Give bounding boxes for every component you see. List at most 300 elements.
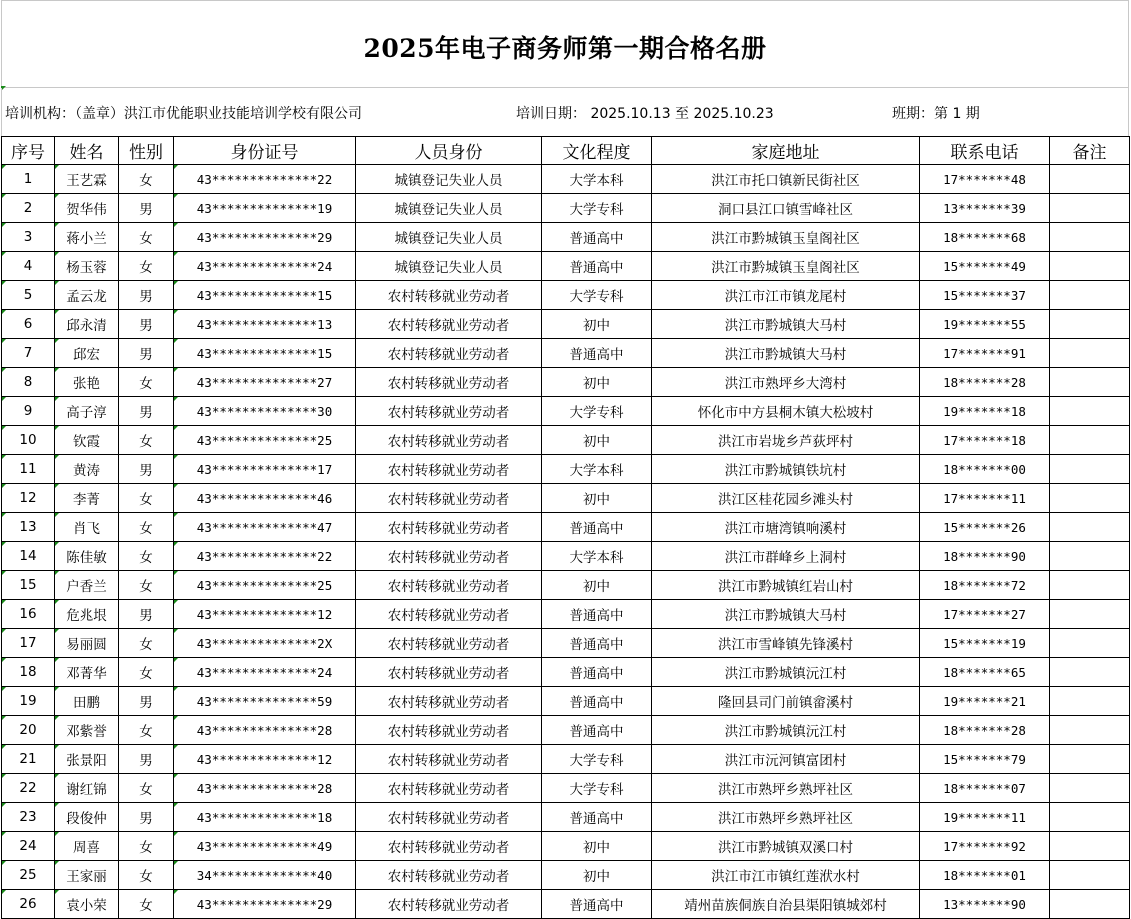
cell-address[interactable]: 洪江市黔城镇大马村 <box>652 310 920 339</box>
cell-name[interactable]: 张艳 <box>55 368 119 397</box>
cell-phone[interactable]: 17*******48 <box>920 165 1050 194</box>
cell-phone[interactable]: 17*******27 <box>920 600 1050 629</box>
cell-gender[interactable]: 男 <box>119 310 174 339</box>
cell-seq[interactable]: 12 <box>2 484 55 513</box>
cell-marker-icon <box>174 803 178 807</box>
cell-identity[interactable]: 城镇登记失业人员 <box>356 252 542 281</box>
cell-marker-icon <box>2 832 6 836</box>
cell-id-number[interactable]: 43**************49 <box>174 832 356 861</box>
cell-gender[interactable]: 男 <box>119 600 174 629</box>
cell-address[interactable]: 洞口县江口镇雪峰社区 <box>652 194 920 223</box>
cell-identity[interactable]: 农村转移就业劳动者 <box>356 600 542 629</box>
column-header-id-number[interactable]: 身份证号 <box>174 137 356 165</box>
cell-name[interactable]: 陈佳敏 <box>55 542 119 571</box>
roster-table <box>1 136 1130 919</box>
cell-id-number[interactable]: 43**************12 <box>174 745 356 774</box>
cell-phone[interactable]: 17*******11 <box>920 484 1050 513</box>
cell-id-number[interactable]: 43**************13 <box>174 310 356 339</box>
cell-seq[interactable]: 22 <box>2 774 55 803</box>
cell-education[interactable]: 普通高中 <box>542 687 652 716</box>
cell-identity[interactable]: 农村转移就业劳动者 <box>356 513 542 542</box>
cell-marker-icon <box>174 426 178 430</box>
cell-education[interactable]: 普通高中 <box>542 600 652 629</box>
cell-id-number[interactable]: 43**************19 <box>174 194 356 223</box>
cell-marker-icon <box>55 542 59 546</box>
cell-phone[interactable]: 18*******28 <box>920 716 1050 745</box>
cell-phone[interactable]: 19*******55 <box>920 310 1050 339</box>
cell-name[interactable]: 高子淳 <box>55 397 119 426</box>
column-header-address[interactable]: 家庭地址 <box>652 137 920 165</box>
cell-marker-icon <box>174 774 178 778</box>
cell-id-number[interactable]: 43**************28 <box>174 716 356 745</box>
cell-seq[interactable]: 20 <box>2 716 55 745</box>
cell-id-number[interactable]: 43**************46 <box>174 484 356 513</box>
cell-seq[interactable]: 6 <box>2 310 55 339</box>
cell-phone[interactable]: 19*******18 <box>920 397 1050 426</box>
table-row <box>2 658 1130 687</box>
cell-education[interactable]: 大学专科 <box>542 774 652 803</box>
cell-id-number[interactable]: 43**************59 <box>174 687 356 716</box>
cell-marker-icon <box>174 223 178 227</box>
cell-education[interactable]: 大学专科 <box>542 745 652 774</box>
cell-address[interactable]: 洪江市黔城镇沅江村 <box>652 658 920 687</box>
table-row <box>2 252 1130 281</box>
cell-marker-icon <box>174 252 178 256</box>
cell-id-number[interactable]: 43**************12 <box>174 600 356 629</box>
cell-name[interactable]: 黄涛 <box>55 455 119 484</box>
cell-address[interactable]: 洪江市黔城镇铁坑村 <box>652 455 920 484</box>
cell-marker-icon <box>2 194 6 198</box>
cell-remark[interactable] <box>1050 629 1130 658</box>
cell-education[interactable]: 普通高中 <box>542 513 652 542</box>
cell-gender[interactable]: 男 <box>119 339 174 368</box>
cell-marker-icon <box>2 339 6 343</box>
cell-id-number[interactable]: 34**************40 <box>174 861 356 890</box>
cell-education[interactable]: 普通高中 <box>542 658 652 687</box>
cell-id-number[interactable]: 43**************18 <box>174 803 356 832</box>
cell-name[interactable]: 贺华伟 <box>55 194 119 223</box>
cell-phone[interactable]: 15*******37 <box>920 281 1050 310</box>
cell-name[interactable]: 孟云龙 <box>55 281 119 310</box>
cell-gender[interactable]: 男 <box>119 194 174 223</box>
column-header-phone[interactable]: 联系电话 <box>920 137 1050 165</box>
cell-id-number[interactable]: 43**************15 <box>174 281 356 310</box>
table-row <box>2 368 1130 397</box>
cell-name[interactable]: 邓紫誉 <box>55 716 119 745</box>
cell-identity[interactable]: 农村转移就业劳动者 <box>356 687 542 716</box>
cell-gender[interactable]: 女 <box>119 890 174 919</box>
cell-remark[interactable] <box>1050 890 1130 919</box>
cell-address[interactable]: 洪江市岩垅乡芦荻坪村 <box>652 426 920 455</box>
title-cell[interactable] <box>1 0 1129 88</box>
cell-education[interactable]: 大学本科 <box>542 455 652 484</box>
cell-remark[interactable] <box>1050 832 1130 861</box>
cell-phone[interactable]: 13*******39 <box>920 194 1050 223</box>
cell-name[interactable]: 王艺霖 <box>55 165 119 194</box>
cell-marker-icon <box>2 571 6 575</box>
cell-phone[interactable]: 15*******79 <box>920 745 1050 774</box>
cell-name[interactable]: 田鹏 <box>55 687 119 716</box>
cell-address[interactable]: 洪江市黔城镇红岩山村 <box>652 571 920 600</box>
table-body <box>2 165 1130 919</box>
cell-remark[interactable] <box>1050 571 1130 600</box>
table-row <box>2 223 1130 252</box>
cell-address[interactable]: 洪江市黔城镇玉皇阁社区 <box>652 252 920 281</box>
cell-address[interactable]: 洪江市黔城镇双溪口村 <box>652 832 920 861</box>
cell-seq[interactable]: 9 <box>2 397 55 426</box>
cell-seq[interactable]: 19 <box>2 687 55 716</box>
cell-name[interactable]: 谢红锦 <box>55 774 119 803</box>
cell-marker-icon <box>2 397 6 401</box>
cell-gender[interactable]: 女 <box>119 861 174 890</box>
cell-id-number[interactable]: 43**************25 <box>174 571 356 600</box>
cell-remark[interactable] <box>1050 542 1130 571</box>
cell-marker-icon <box>174 716 178 720</box>
cell-gender[interactable]: 男 <box>119 745 174 774</box>
cell-education[interactable]: 初中 <box>542 426 652 455</box>
cell-marker-icon <box>55 252 59 256</box>
table-row <box>2 165 1130 194</box>
cell-gender[interactable]: 女 <box>119 368 174 397</box>
training-org: 培训机构：（盖章）洪江市优能职业技能培训学校有限公司 <box>5 106 362 122</box>
cell-marker-icon <box>55 194 59 198</box>
cell-name[interactable]: 户香兰 <box>55 571 119 600</box>
cell-phone[interactable]: 19*******11 <box>920 803 1050 832</box>
cell-name[interactable]: 王家丽 <box>55 861 119 890</box>
cell-education[interactable]: 大学专科 <box>542 281 652 310</box>
cell-name[interactable]: 肖飞 <box>55 513 119 542</box>
cell-education[interactable]: 普通高中 <box>542 252 652 281</box>
cell-id-number[interactable]: 43**************2X <box>174 629 356 658</box>
cell-remark[interactable] <box>1050 658 1130 687</box>
cell-remark[interactable] <box>1050 339 1130 368</box>
cell-remark[interactable] <box>1050 165 1130 194</box>
cell-education[interactable]: 初中 <box>542 832 652 861</box>
cell-name[interactable]: 蒋小兰 <box>55 223 119 252</box>
cell-id-number[interactable]: 43**************27 <box>174 368 356 397</box>
cell-name[interactable]: 邱永清 <box>55 310 119 339</box>
cell-identity[interactable]: 农村转移就业劳动者 <box>356 861 542 890</box>
cell-education[interactable]: 大学专科 <box>542 397 652 426</box>
cell-remark[interactable] <box>1050 455 1130 484</box>
cell-marker-icon <box>2 600 6 604</box>
cell-gender[interactable]: 男 <box>119 455 174 484</box>
cell-address[interactable]: 洪江市熟坪乡大湾村 <box>652 368 920 397</box>
cell-address[interactable]: 洪江市群峰乡上洞村 <box>652 542 920 571</box>
cell-phone[interactable]: 18*******68 <box>920 223 1050 252</box>
cell-education[interactable]: 初中 <box>542 484 652 513</box>
cell-marker-icon <box>55 455 59 459</box>
cell-address[interactable]: 洪江市江市镇龙尾村 <box>652 281 920 310</box>
cell-marker-icon <box>2 165 6 169</box>
cell-phone[interactable]: 15*******19 <box>920 629 1050 658</box>
cell-phone[interactable]: 18*******00 <box>920 455 1050 484</box>
cell-address[interactable]: 洪江市黔城镇沅江村 <box>652 716 920 745</box>
cell-phone[interactable]: 18*******90 <box>920 542 1050 571</box>
cell-id-number[interactable]: 43**************29 <box>174 223 356 252</box>
cell-identity[interactable]: 农村转移就业劳动者 <box>356 368 542 397</box>
cell-id-number[interactable]: 43**************17 <box>174 455 356 484</box>
cell-gender[interactable]: 女 <box>119 484 174 513</box>
cell-identity[interactable]: 农村转移就业劳动者 <box>356 426 542 455</box>
cell-name[interactable]: 邓菁华 <box>55 658 119 687</box>
cell-marker-icon <box>174 310 178 314</box>
cell-identity[interactable]: 城镇登记失业人员 <box>356 165 542 194</box>
cell-phone[interactable]: 18*******72 <box>920 571 1050 600</box>
cell-address[interactable]: 怀化市中方县桐木镇大松坡村 <box>652 397 920 426</box>
cell-gender[interactable]: 男 <box>119 687 174 716</box>
cell-name[interactable]: 李菁 <box>55 484 119 513</box>
cell-remark[interactable] <box>1050 716 1130 745</box>
cell-remark[interactable] <box>1050 745 1130 774</box>
cell-education[interactable]: 大学专科 <box>542 194 652 223</box>
cell-name[interactable]: 段俊仲 <box>55 803 119 832</box>
cell-identity[interactable]: 农村转移就业劳动者 <box>356 484 542 513</box>
cell-marker-icon <box>2 455 6 459</box>
column-header-identity[interactable]: 人员身份 <box>356 137 542 165</box>
cell-identity[interactable]: 农村转移就业劳动者 <box>356 890 542 919</box>
cell-seq[interactable]: 18 <box>2 658 55 687</box>
cell-identity[interactable]: 农村转移就业劳动者 <box>356 658 542 687</box>
cell-id-number[interactable]: 43**************15 <box>174 339 356 368</box>
cell-education[interactable]: 普通高中 <box>542 890 652 919</box>
cell-marker-icon <box>174 397 178 401</box>
cell-education[interactable]: 大学本科 <box>542 165 652 194</box>
cell-education[interactable]: 普通高中 <box>542 223 652 252</box>
cell-seq[interactable]: 2 <box>2 194 55 223</box>
cell-identity[interactable]: 农村转移就业劳动者 <box>356 774 542 803</box>
cell-education[interactable]: 初中 <box>542 861 652 890</box>
cell-phone[interactable]: 18*******07 <box>920 774 1050 803</box>
column-header-name[interactable]: 姓名 <box>55 137 119 165</box>
cell-gender[interactable]: 男 <box>119 397 174 426</box>
cell-gender[interactable]: 男 <box>119 803 174 832</box>
cell-address[interactable]: 洪江市托口镇新民街社区 <box>652 165 920 194</box>
cell-id-number[interactable]: 43**************28 <box>174 774 356 803</box>
cell-seq[interactable]: 17 <box>2 629 55 658</box>
cell-identity[interactable]: 农村转移就业劳动者 <box>356 716 542 745</box>
cell-address[interactable]: 洪江市雪峰镇先锋溪村 <box>652 629 920 658</box>
cell-marker-icon <box>55 426 59 430</box>
cell-remark[interactable] <box>1050 426 1130 455</box>
cell-remark[interactable] <box>1050 861 1130 890</box>
cell-phone[interactable]: 19*******21 <box>920 687 1050 716</box>
cell-phone[interactable]: 17*******92 <box>920 832 1050 861</box>
cell-identity[interactable]: 农村转移就业劳动者 <box>356 832 542 861</box>
cell-marker-icon <box>55 600 59 604</box>
cell-identity[interactable]: 农村转移就业劳动者 <box>356 745 542 774</box>
cell-identity[interactable]: 城镇登记失业人员 <box>356 194 542 223</box>
cell-phone[interactable]: 13*******90 <box>920 890 1050 919</box>
cell-phone[interactable]: 18*******01 <box>920 861 1050 890</box>
cell-remark[interactable] <box>1050 252 1130 281</box>
cell-remark[interactable] <box>1050 223 1130 252</box>
cell-marker-icon <box>2 281 6 285</box>
cell-address[interactable]: 靖州苗族侗族自治县渠阳镇城郊村 <box>652 890 920 919</box>
cell-identity[interactable]: 城镇登记失业人员 <box>356 223 542 252</box>
cell-name[interactable]: 杨玉蓉 <box>55 252 119 281</box>
cell-identity[interactable]: 农村转移就业劳动者 <box>356 397 542 426</box>
cell-seq[interactable]: 21 <box>2 745 55 774</box>
cell-marker-icon <box>55 397 59 401</box>
cell-name[interactable]: 张景阳 <box>55 745 119 774</box>
cell-gender[interactable]: 男 <box>119 281 174 310</box>
cell-marker-icon <box>55 368 59 372</box>
cell-id-number[interactable]: 43**************30 <box>174 397 356 426</box>
cell-remark[interactable] <box>1050 368 1130 397</box>
cell-seq[interactable]: 14 <box>2 542 55 571</box>
cell-address[interactable]: 洪江市江市镇红莲洑水村 <box>652 861 920 890</box>
cell-seq[interactable]: 11 <box>2 455 55 484</box>
cell-marker-icon <box>2 774 6 778</box>
cell-id-number[interactable]: 43**************22 <box>174 542 356 571</box>
cell-remark[interactable] <box>1050 600 1130 629</box>
cell-identity[interactable]: 农村转移就业劳动者 <box>356 803 542 832</box>
cell-education[interactable]: 普通高中 <box>542 716 652 745</box>
cell-marker-icon <box>174 687 178 691</box>
cell-address[interactable]: 洪江市黔城镇玉皇阁社区 <box>652 223 920 252</box>
cell-marker-icon <box>174 281 178 285</box>
cell-marker-icon <box>2 252 6 256</box>
cell-education[interactable]: 大学本科 <box>542 542 652 571</box>
cell-remark[interactable] <box>1050 281 1130 310</box>
cell-name[interactable]: 袁小荣 <box>55 890 119 919</box>
cell-address[interactable]: 洪江市塘湾镇响溪村 <box>652 513 920 542</box>
cell-address[interactable]: 洪江市黔城镇大马村 <box>652 600 920 629</box>
cell-education[interactable]: 初中 <box>542 310 652 339</box>
cell-id-number[interactable]: 43**************29 <box>174 890 356 919</box>
cell-address[interactable]: 隆回县司门前镇畲溪村 <box>652 687 920 716</box>
cell-education[interactable]: 普通高中 <box>542 803 652 832</box>
cell-gender[interactable]: 女 <box>119 716 174 745</box>
cell-gender[interactable]: 女 <box>119 252 174 281</box>
column-header-seq[interactable]: 序号 <box>2 137 55 165</box>
training-period: 班期：第 1 期 <box>892 106 980 122</box>
cell-name[interactable]: 危兆垠 <box>55 600 119 629</box>
cell-seq[interactable]: 4 <box>2 252 55 281</box>
cell-seq[interactable]: 26 <box>2 890 55 919</box>
cell-education[interactable]: 普通高中 <box>542 629 652 658</box>
page-title: 2025年电子商务师第一期合格名册 <box>363 34 767 63</box>
cell-gender[interactable]: 女 <box>119 774 174 803</box>
cell-marker-icon <box>55 687 59 691</box>
cell-identity[interactable]: 农村转移就业劳动者 <box>356 339 542 368</box>
table-row <box>2 455 1130 484</box>
table-row <box>2 832 1130 861</box>
cell-id-number[interactable]: 43**************24 <box>174 658 356 687</box>
cell-id-number[interactable]: 43**************24 <box>174 252 356 281</box>
cell-seq[interactable]: 7 <box>2 339 55 368</box>
cell-education[interactable]: 初中 <box>542 571 652 600</box>
cell-identity[interactable]: 农村转移就业劳动者 <box>356 455 542 484</box>
cell-name[interactable]: 邱宏 <box>55 339 119 368</box>
cell-marker-icon <box>55 890 59 894</box>
cell-phone[interactable]: 18*******28 <box>920 368 1050 397</box>
cell-seq[interactable]: 23 <box>2 803 55 832</box>
cell-remark[interactable] <box>1050 194 1130 223</box>
cell-seq[interactable]: 1 <box>2 165 55 194</box>
cell-marker-icon <box>2 223 6 227</box>
cell-seq[interactable]: 24 <box>2 832 55 861</box>
table-row <box>2 281 1130 310</box>
cell-address[interactable]: 洪江区桂花园乡滩头村 <box>652 484 920 513</box>
cell-seq[interactable]: 5 <box>2 281 55 310</box>
cell-remark[interactable] <box>1050 513 1130 542</box>
cell-address[interactable]: 洪江市黔城镇大马村 <box>652 339 920 368</box>
cell-phone[interactable]: 17*******18 <box>920 426 1050 455</box>
cell-gender[interactable]: 女 <box>119 832 174 861</box>
cell-gender[interactable]: 女 <box>119 165 174 194</box>
cell-phone[interactable]: 17*******91 <box>920 339 1050 368</box>
cell-id-number[interactable]: 43**************25 <box>174 426 356 455</box>
cell-phone[interactable]: 15*******49 <box>920 252 1050 281</box>
cell-gender[interactable]: 女 <box>119 542 174 571</box>
cell-phone[interactable]: 15*******26 <box>920 513 1050 542</box>
cell-seq[interactable]: 3 <box>2 223 55 252</box>
cell-address[interactable]: 洪江市沅河镇富团村 <box>652 745 920 774</box>
cell-marker-icon <box>174 861 178 865</box>
cell-marker-icon <box>2 629 6 633</box>
cell-education[interactable]: 普通高中 <box>542 339 652 368</box>
cell-marker-icon <box>55 339 59 343</box>
cell-identity[interactable]: 农村转移就业劳动者 <box>356 542 542 571</box>
cell-id-number[interactable]: 43**************47 <box>174 513 356 542</box>
cell-phone[interactable]: 18*******65 <box>920 658 1050 687</box>
training-dates: 培训日期： 2025.10.13 至 2025.10.23 <box>516 106 774 122</box>
cell-id-number[interactable]: 43**************22 <box>174 165 356 194</box>
cell-seq[interactable]: 10 <box>2 426 55 455</box>
column-header-remark[interactable]: 备注 <box>1050 137 1130 165</box>
cell-gender[interactable]: 女 <box>119 658 174 687</box>
cell-identity[interactable]: 农村转移就业劳动者 <box>356 629 542 658</box>
cell-gender[interactable]: 女 <box>119 426 174 455</box>
cell-identity[interactable]: 农村转移就业劳动者 <box>356 310 542 339</box>
table-row <box>2 774 1130 803</box>
column-header-gender[interactable]: 性别 <box>119 137 174 165</box>
cell-marker-icon <box>2 310 6 314</box>
cell-seq[interactable]: 13 <box>2 513 55 542</box>
column-header-education[interactable]: 文化程度 <box>542 137 652 165</box>
cell-marker-icon <box>2 658 6 662</box>
cell-seq[interactable]: 15 <box>2 571 55 600</box>
cell-remark[interactable] <box>1050 310 1130 339</box>
cell-address[interactable]: 洪江市熟坪乡熟坪社区 <box>652 774 920 803</box>
cell-gender[interactable]: 女 <box>119 513 174 542</box>
cell-marker-icon <box>2 716 6 720</box>
info-row[interactable] <box>1 88 1129 136</box>
cell-name[interactable]: 周喜 <box>55 832 119 861</box>
cell-address[interactable]: 洪江市熟坪乡熟坪社区 <box>652 803 920 832</box>
cell-remark[interactable] <box>1050 803 1130 832</box>
cell-name[interactable]: 易丽圆 <box>55 629 119 658</box>
cell-education[interactable]: 初中 <box>542 368 652 397</box>
cell-remark[interactable] <box>1050 397 1130 426</box>
cell-gender[interactable]: 女 <box>119 223 174 252</box>
cell-remark[interactable] <box>1050 774 1130 803</box>
cell-remark[interactable] <box>1050 484 1130 513</box>
cell-remark[interactable] <box>1050 687 1130 716</box>
cell-seq[interactable]: 25 <box>2 861 55 890</box>
cell-marker-icon <box>55 745 59 749</box>
cell-seq[interactable]: 16 <box>2 600 55 629</box>
cell-gender[interactable]: 女 <box>119 571 174 600</box>
cell-seq[interactable]: 8 <box>2 368 55 397</box>
cell-name[interactable]: 钦霞 <box>55 426 119 455</box>
cell-identity[interactable]: 农村转移就业劳动者 <box>356 571 542 600</box>
cell-marker-icon <box>174 455 178 459</box>
cell-identity[interactable]: 农村转移就业劳动者 <box>356 281 542 310</box>
cell-gender[interactable]: 女 <box>119 629 174 658</box>
